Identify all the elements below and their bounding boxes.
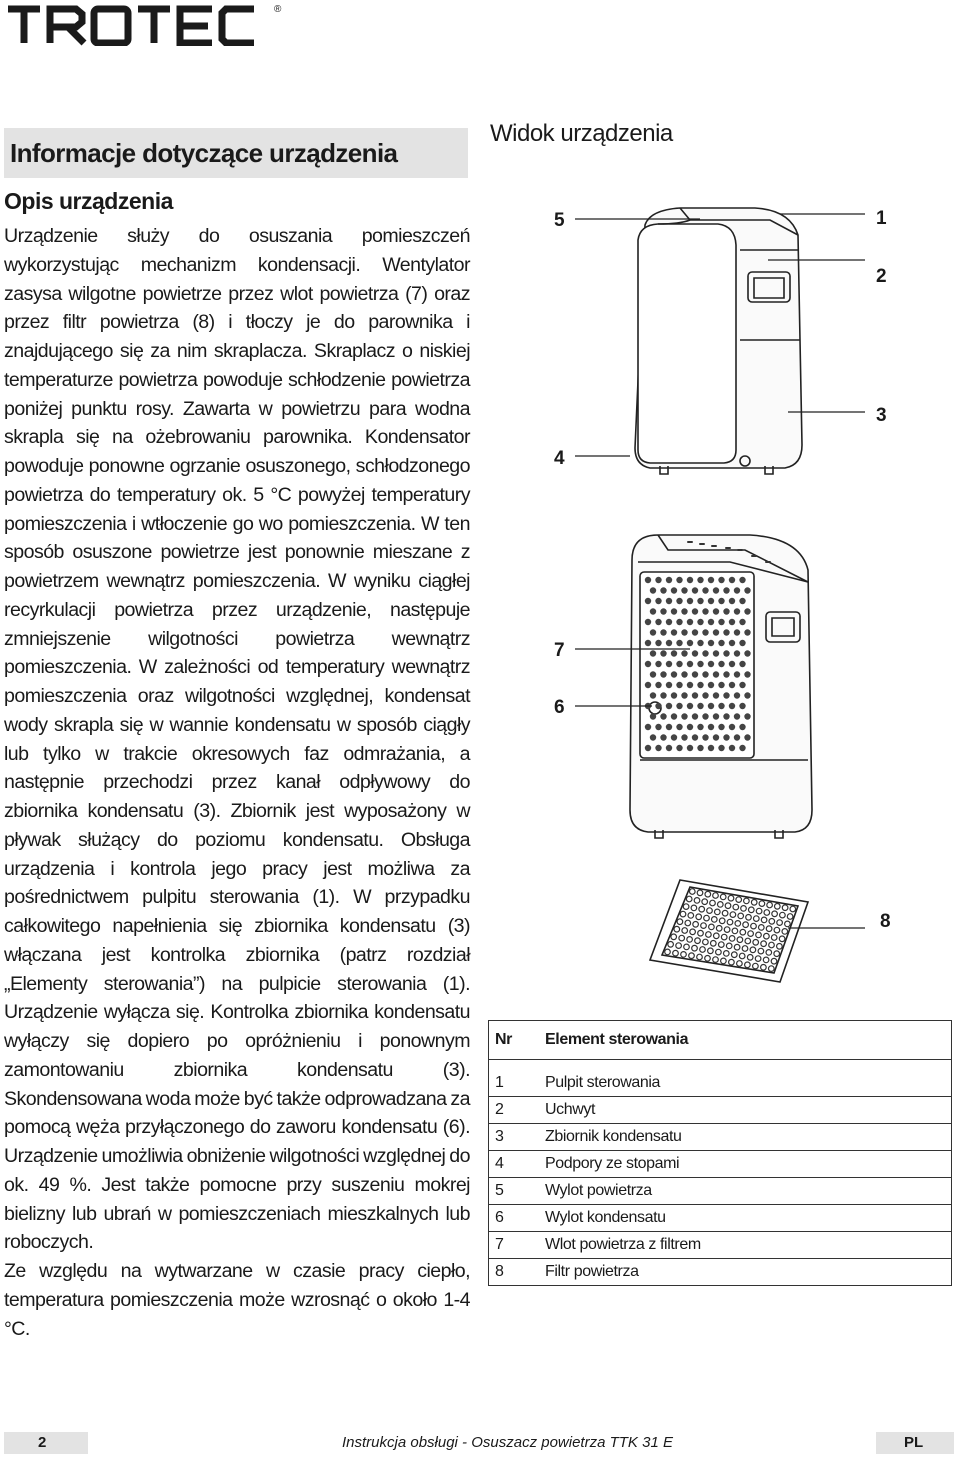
grille-hole bbox=[744, 713, 750, 719]
row-element: Pulpit sterowania bbox=[539, 1070, 952, 1097]
grille-hole bbox=[692, 608, 698, 614]
grille-hole bbox=[655, 682, 661, 688]
grille-hole bbox=[660, 650, 666, 656]
grille-hole bbox=[739, 724, 745, 730]
grille-hole bbox=[660, 629, 666, 635]
grille-hole bbox=[739, 661, 745, 667]
grille-hole bbox=[650, 650, 656, 656]
grille-hole bbox=[692, 650, 698, 656]
grille-hole bbox=[681, 734, 687, 740]
grille-hole bbox=[718, 577, 724, 583]
grille-hole bbox=[666, 745, 672, 751]
grille-hole bbox=[697, 577, 703, 583]
grille-hole bbox=[734, 629, 740, 635]
grille-hole bbox=[723, 713, 729, 719]
device-illustration bbox=[540, 190, 940, 990]
grille-hole bbox=[723, 692, 729, 698]
grille-hole bbox=[645, 619, 651, 625]
grille-hole bbox=[645, 661, 651, 667]
row-element: Wylot powietrza bbox=[539, 1178, 952, 1205]
header-element: Element sterowania bbox=[539, 1021, 952, 1060]
row-nr: 6 bbox=[489, 1205, 540, 1232]
grille-hole bbox=[702, 713, 708, 719]
grille-hole bbox=[723, 629, 729, 635]
row-element: Wlot powietrza z filtrem bbox=[539, 1232, 952, 1259]
grille-hole bbox=[660, 713, 666, 719]
grille-hole bbox=[676, 661, 682, 667]
grille-hole bbox=[739, 640, 745, 646]
description-paragraph-2: Ze względu na wytwarzane w czasie pracy ciepło, temperatura pomieszczenia może wzrosnąć o około 1-4 °C. bbox=[4, 1260, 470, 1340]
grille-hole bbox=[666, 640, 672, 646]
grille-hole bbox=[645, 598, 651, 604]
grille-hole bbox=[708, 598, 714, 604]
grille-hole bbox=[676, 598, 682, 604]
grille-hole bbox=[655, 745, 661, 751]
grille-hole bbox=[702, 629, 708, 635]
grille-hole bbox=[655, 703, 661, 709]
grille-hole bbox=[697, 640, 703, 646]
callout-5: 5 bbox=[554, 210, 565, 231]
section-header bbox=[4, 128, 468, 178]
page-footer bbox=[4, 1432, 954, 1454]
grille-hole bbox=[645, 724, 651, 730]
grille-hole bbox=[744, 629, 750, 635]
grille-hole bbox=[702, 671, 708, 677]
table-row bbox=[489, 1097, 952, 1124]
document-title: Instrukcja obsługi - Osuszacz powietrza TTK 31 E bbox=[342, 1434, 673, 1451]
grille-hole bbox=[697, 703, 703, 709]
callout-3: 3 bbox=[876, 405, 887, 426]
row-element: Zbiornik kondensatu bbox=[539, 1124, 952, 1151]
grille-hole bbox=[729, 619, 735, 625]
trotec-logo bbox=[4, 2, 294, 46]
grille-hole bbox=[666, 724, 672, 730]
grille-hole bbox=[666, 598, 672, 604]
table-row bbox=[489, 1205, 952, 1232]
grille-hole bbox=[744, 734, 750, 740]
grille-hole bbox=[687, 640, 693, 646]
grille-hole bbox=[671, 713, 677, 719]
grille-hole bbox=[671, 629, 677, 635]
grille-hole bbox=[734, 608, 740, 614]
grille-hole bbox=[660, 587, 666, 593]
callout-6: 6 bbox=[554, 697, 565, 718]
grille-hole bbox=[676, 619, 682, 625]
header-nr: Nr bbox=[489, 1021, 540, 1060]
grille-hole bbox=[676, 703, 682, 709]
description-paragraph-1: Urządzenie służy do osuszania pomieszczeń wykorzystując mechanizm kondensacji. Wentylator zasysa wilgotne powietrze przez wlot powietrza (7) oraz przez filtr powietrza (8) i tłoczy je do parownika i znajdującego się za nim skraplacza. Skraplacz o niskiej temperaturze powietrza powoduje schłodzenie powietrza poniżej punktu rosy. Zawarta w powietrzu para wodna skrapla się na ożebrowaniu parownika. Kondensator powoduje ponowne ogrzanie osuszonego, schłodzonego powietrza do temperatury ok. 5 °C powyżej temperatury pomieszczenia i wtłoczenie go wo pomieszczenia. W ten sposób osuszone powietrze jest ponownie mieszane z powietrzem wewnątrz pomieszczenia. W wyniku ciągłej recyrkulacji powietrza przez urządzenie, następuje zmniejszenie wilgotności powietrza wewnątrz pomieszczenia. W zależności od temperatury wewnątrz pomieszczenia oraz wilgotności względnej, kondensat wody skrapla się w wannie kondensatu w sposób ciągły lub tylko w trakcie okresowych faz odmrażania, a następnie przechodzi przez kanał odpływowy do zbiornika kondensatu (3). Zbiornik jest wyposażony w pływak służący do poziomu kondensatu. Obsługa urządzenia i kontrola jego pracy jest możliwa za pośrednictwem pulpitu sterowania (1). W przypadku całkowitego napełnienia się zbiornika kondensatu (3) włączana jest kontrolka zbiornika (patrz rozdział „Elementy sterowania”) na pulpicie sterowania (1). Urządzenie wyłącza się. Kontrolka zbiornika kondensatu wyłączy się dopiero po opróżnieniu i ponownym zamontowaniu zbiornika kondensatu (3). Skondensowana woda może być także odprowadzana za pomocą węża przyłączonego do zaworu kondensatu (6). Urządzenie umożliwia obniżenie wilgotności względnej do ok. 49 %. Jest także pomocne przy suszeniu mokrej bielizny lub ubrań w pomieszczeniach mieszkalnych lub roboczych. bbox=[4, 225, 470, 1254]
grille-hole bbox=[708, 661, 714, 667]
grille-hole bbox=[687, 577, 693, 583]
grille-hole bbox=[702, 608, 708, 614]
grille-hole bbox=[702, 587, 708, 593]
grille-hole bbox=[718, 598, 724, 604]
grille-hole bbox=[713, 587, 719, 593]
grille-hole bbox=[660, 608, 666, 614]
grille-hole bbox=[739, 682, 745, 688]
grille-hole bbox=[713, 692, 719, 698]
row-nr: 1 bbox=[489, 1070, 540, 1097]
grille-hole bbox=[655, 577, 661, 583]
grille-hole bbox=[697, 682, 703, 688]
grille-hole bbox=[713, 713, 719, 719]
grille-hole bbox=[697, 661, 703, 667]
callout-4: 4 bbox=[554, 448, 565, 469]
grille-hole bbox=[650, 734, 656, 740]
grille-hole bbox=[718, 724, 724, 730]
grille-hole bbox=[676, 577, 682, 583]
grille-hole bbox=[655, 640, 661, 646]
grille-hole bbox=[650, 692, 656, 698]
grille-hole bbox=[650, 629, 656, 635]
description-heading: Opis urządzenia bbox=[4, 188, 173, 214]
grille-hole bbox=[734, 587, 740, 593]
grille-hole bbox=[650, 587, 656, 593]
grille-hole bbox=[708, 724, 714, 730]
grille-hole bbox=[655, 598, 661, 604]
grille-hole bbox=[692, 671, 698, 677]
grille-hole bbox=[671, 650, 677, 656]
grille-hole bbox=[666, 682, 672, 688]
grille-hole bbox=[692, 587, 698, 593]
description-body bbox=[4, 222, 470, 1343]
grille-hole bbox=[723, 587, 729, 593]
grille-hole bbox=[681, 671, 687, 677]
grille-hole bbox=[697, 724, 703, 730]
grille-hole bbox=[692, 734, 698, 740]
grille-hole bbox=[655, 661, 661, 667]
table-row bbox=[489, 1232, 952, 1259]
grille-hole bbox=[729, 598, 735, 604]
grille-hole bbox=[676, 682, 682, 688]
grille-hole bbox=[718, 745, 724, 751]
grille-hole bbox=[734, 734, 740, 740]
grille-hole bbox=[729, 577, 735, 583]
grille-hole bbox=[729, 724, 735, 730]
grille-hole bbox=[697, 598, 703, 604]
grille-hole bbox=[697, 619, 703, 625]
grille-hole bbox=[671, 671, 677, 677]
grille-hole bbox=[676, 745, 682, 751]
grille-hole bbox=[687, 619, 693, 625]
table-row bbox=[489, 1178, 952, 1205]
grille-hole bbox=[718, 703, 724, 709]
grille-hole bbox=[681, 692, 687, 698]
grille-hole bbox=[660, 734, 666, 740]
grille-hole bbox=[687, 745, 693, 751]
grille-hole bbox=[729, 661, 735, 667]
device-view-title: Widok urządzenia bbox=[490, 120, 673, 147]
grille-hole bbox=[713, 734, 719, 740]
grille-hole bbox=[671, 587, 677, 593]
row-element: Wylot kondensatu bbox=[539, 1205, 952, 1232]
grille-hole bbox=[729, 640, 735, 646]
grille-hole bbox=[702, 692, 708, 698]
grille-hole bbox=[708, 745, 714, 751]
grille-hole bbox=[729, 703, 735, 709]
grille-hole bbox=[681, 650, 687, 656]
grille-hole bbox=[687, 703, 693, 709]
grille-hole bbox=[744, 692, 750, 698]
grille-hole bbox=[697, 745, 703, 751]
grille-hole bbox=[713, 650, 719, 656]
grille-hole bbox=[708, 619, 714, 625]
callout-7: 7 bbox=[554, 640, 565, 661]
row-nr: 2 bbox=[489, 1097, 540, 1124]
grille-hole bbox=[655, 724, 661, 730]
grille-hole bbox=[723, 734, 729, 740]
grille-hole bbox=[687, 661, 693, 667]
row-nr: 7 bbox=[489, 1232, 540, 1259]
grille-hole bbox=[676, 724, 682, 730]
grille-hole bbox=[718, 661, 724, 667]
device-back-view bbox=[635, 208, 802, 474]
grille-hole bbox=[666, 661, 672, 667]
registered-mark: ® bbox=[274, 4, 282, 15]
grille-hole bbox=[744, 671, 750, 677]
grille-hole bbox=[692, 629, 698, 635]
grille-hole bbox=[671, 692, 677, 698]
grille-hole bbox=[734, 692, 740, 698]
grille-hole bbox=[645, 682, 651, 688]
grille-hole bbox=[729, 745, 735, 751]
grille-hole bbox=[702, 734, 708, 740]
grille-hole bbox=[681, 629, 687, 635]
grille-hole bbox=[723, 671, 729, 677]
table-row bbox=[489, 1259, 952, 1286]
grille-hole bbox=[713, 671, 719, 677]
grille-hole bbox=[681, 608, 687, 614]
row-nr: 5 bbox=[489, 1178, 540, 1205]
grille-hole bbox=[744, 587, 750, 593]
grille-hole bbox=[645, 640, 651, 646]
grille-hole bbox=[708, 640, 714, 646]
grille-hole bbox=[713, 608, 719, 614]
row-nr: 3 bbox=[489, 1124, 540, 1151]
grille-hole bbox=[718, 640, 724, 646]
table-row bbox=[489, 1151, 952, 1178]
grille-hole bbox=[723, 608, 729, 614]
row-nr: 4 bbox=[489, 1151, 540, 1178]
grille-hole bbox=[681, 713, 687, 719]
grille-hole bbox=[692, 692, 698, 698]
grille-hole bbox=[650, 608, 656, 614]
grille-hole bbox=[739, 703, 745, 709]
page-number: 2 bbox=[4, 1432, 88, 1454]
grille-hole bbox=[708, 703, 714, 709]
row-element: Filtr powietrza bbox=[539, 1259, 952, 1286]
grille-hole bbox=[660, 692, 666, 698]
grille-hole bbox=[713, 629, 719, 635]
grille-hole bbox=[645, 745, 651, 751]
grille-hole bbox=[655, 619, 661, 625]
grille-hole bbox=[734, 671, 740, 677]
parts-table-header bbox=[489, 1021, 952, 1060]
callout-1: 1 bbox=[876, 208, 887, 229]
grille-hole bbox=[734, 650, 740, 656]
grille-hole bbox=[708, 682, 714, 688]
callout-2: 2 bbox=[876, 266, 887, 287]
grille-hole bbox=[687, 598, 693, 604]
parts-table bbox=[488, 1020, 952, 1286]
row-element: Uchwyt bbox=[539, 1097, 952, 1124]
grille-hole bbox=[702, 650, 708, 656]
grille-hole bbox=[671, 608, 677, 614]
table-row bbox=[489, 1070, 952, 1097]
grille-hole bbox=[718, 619, 724, 625]
grille-hole bbox=[645, 577, 651, 583]
grille-hole bbox=[692, 713, 698, 719]
table-row bbox=[489, 1124, 952, 1151]
grille-hole bbox=[660, 671, 666, 677]
grille-hole bbox=[739, 577, 745, 583]
grille-hole bbox=[739, 598, 745, 604]
grille-hole bbox=[650, 713, 656, 719]
grille-hole bbox=[739, 745, 745, 751]
row-element: Podpory ze stopami bbox=[539, 1151, 952, 1178]
grille-hole bbox=[671, 734, 677, 740]
grille-hole bbox=[723, 650, 729, 656]
grille-hole bbox=[666, 703, 672, 709]
row-nr: 8 bbox=[489, 1259, 540, 1286]
section-title: Informacje dotyczące urządzenia bbox=[10, 138, 398, 168]
grille-hole bbox=[739, 619, 745, 625]
grille-hole bbox=[687, 724, 693, 730]
grille-hole bbox=[744, 608, 750, 614]
language-code: PL bbox=[876, 1432, 954, 1454]
grille-hole bbox=[708, 577, 714, 583]
grille-hole bbox=[666, 577, 672, 583]
grille-hole bbox=[734, 713, 740, 719]
grille-hole bbox=[676, 640, 682, 646]
header-gap bbox=[489, 1060, 952, 1071]
grille-hole bbox=[681, 587, 687, 593]
grille-hole bbox=[718, 682, 724, 688]
callout-8: 8 bbox=[880, 911, 891, 932]
grille-hole bbox=[666, 619, 672, 625]
grille-hole bbox=[650, 671, 656, 677]
grille-hole bbox=[687, 682, 693, 688]
grille-hole bbox=[744, 650, 750, 656]
grille-hole bbox=[729, 682, 735, 688]
